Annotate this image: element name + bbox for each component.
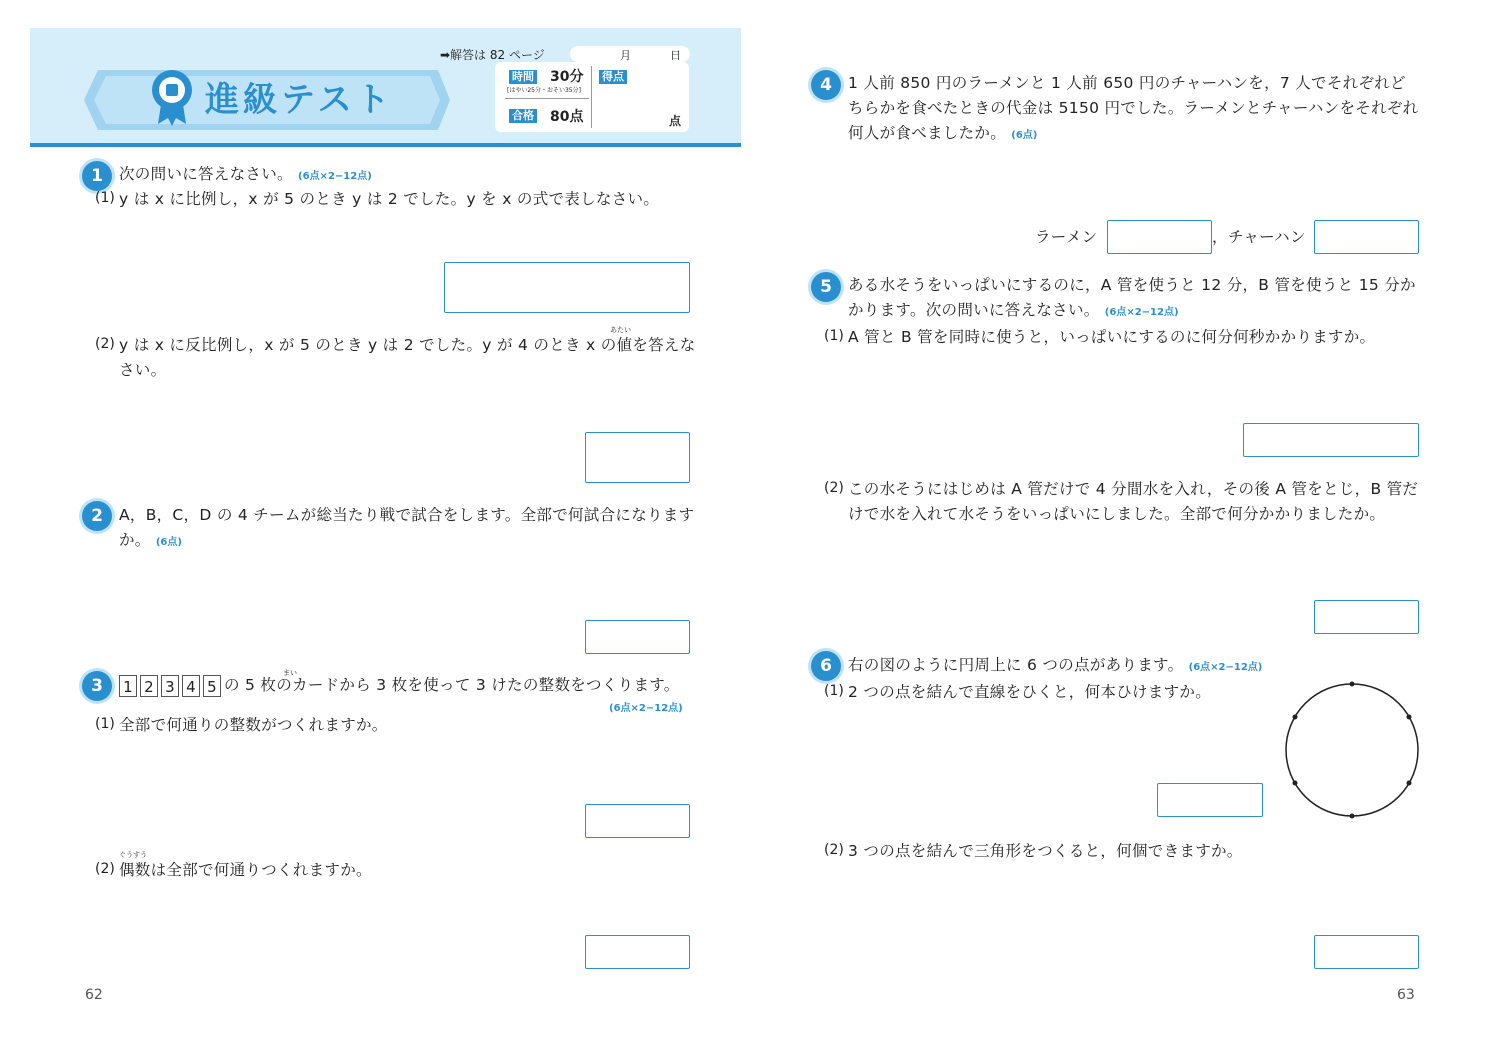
q2-answer-box[interactable] xyxy=(585,620,690,654)
q3-text: 1 2 3 4 5 の 5 枚のカードから 3 枚を使って 3 けたの整数をつくります。 xyxy=(119,673,680,698)
point-lower-right xyxy=(1407,781,1412,786)
card-3: 3 xyxy=(161,675,179,697)
page-number-left: 62 xyxy=(85,987,103,1003)
pass-value: 80点 xyxy=(550,109,584,125)
question-1-badge: 1 xyxy=(82,161,112,191)
q1-1-text: y は x に比例し，x が 5 のとき y は 2 でした。y を x の式で表しなさい。 xyxy=(119,190,660,208)
q6-1-label: (1) xyxy=(824,683,844,699)
chahan-answer-box[interactable] xyxy=(1314,220,1419,254)
q3-2-label: (2) xyxy=(95,861,115,877)
ramen-label: ラーメン xyxy=(1035,228,1098,246)
q1-text: 次の問いに答えなさい。 (6点×2−12点) xyxy=(119,165,372,183)
score-box xyxy=(495,62,689,132)
question-3-badge: 3 xyxy=(82,671,112,701)
q3-1-answer-box[interactable] xyxy=(585,804,690,838)
q1-1-label: (1) xyxy=(95,190,115,206)
chahan-label: チャーハン xyxy=(1228,228,1306,246)
card-2: 2 xyxy=(140,675,158,697)
q3-2-text: 偶数は全部で何通りつくれますか。 xyxy=(119,861,372,879)
q5-1-answer-box[interactable] xyxy=(1243,423,1419,457)
medal-icon xyxy=(150,68,194,126)
q1-1-answer-box[interactable] xyxy=(444,262,690,313)
time-note: [はやい25分・おそい35分] xyxy=(507,87,581,94)
card-1: 1 xyxy=(119,675,137,697)
q3-1-text: 全部で何通りの整数がつくれますか。 xyxy=(119,716,388,734)
q5-text-line1: ある水そうをいっぱいにするのに，A 管を使うと 12 分，B 管を使うと 15 分か xyxy=(848,276,1416,294)
time-value: 30分 xyxy=(550,69,584,85)
q2-text: A，B，C，D の 4 チームが総当たり戦で試合をします。全部で何試合になります xyxy=(119,506,695,524)
q6-1-answer-box[interactable] xyxy=(1157,783,1263,817)
point-bottom xyxy=(1350,814,1355,819)
ruby-guusuu: ぐうすう xyxy=(119,851,147,859)
ruby-atai: あたい xyxy=(610,326,631,334)
page-number-right: 63 xyxy=(1397,987,1415,1003)
q6-2-text: 3 つの点を結んで三角形をつくると，何個できますか。 xyxy=(848,842,1243,860)
day-label: 日 xyxy=(670,49,681,62)
question-5-badge: 5 xyxy=(811,272,841,302)
q5-1-label: (1) xyxy=(824,328,844,344)
q2-text-cont: か。 (6点) xyxy=(119,531,182,549)
point-upper-left xyxy=(1293,715,1298,720)
answer-reference: ➡解答は 82 ページ xyxy=(440,48,545,62)
ruby-mai: まい xyxy=(283,669,297,677)
page-title: 進級テスト xyxy=(205,80,394,120)
q1-2-text: y は x に反比例し，x が 5 のとき y は 2 でした。y が 4 のとき x の値を答えな xyxy=(119,336,696,354)
q4-text-line3: 何人が食べましたか。 (6点) xyxy=(848,124,1038,142)
q6-text: 右の図のように円周上に 6 つの点があります。 (6点×2−12点) xyxy=(848,656,1263,674)
q1-2-answer-box[interactable] xyxy=(585,432,690,483)
point-top xyxy=(1350,682,1355,687)
q5-2-answer-box[interactable] xyxy=(1314,600,1419,634)
q6-2-label: (2) xyxy=(824,842,844,858)
q1-2-label: (2) xyxy=(95,336,115,352)
ramen-answer-box[interactable] xyxy=(1107,220,1212,254)
q5-2-text-cont: けで水を入れて水そうをいっぱいにしました。全部で何分かかりましたか。 xyxy=(848,505,1386,523)
q3-points: (6点×2−12点) xyxy=(609,703,683,714)
q5-text-line2: かります。次の問いに答えなさい。 (6点×2−12点) xyxy=(848,301,1179,319)
date-field[interactable] xyxy=(570,46,690,62)
month-label: 月 xyxy=(620,49,631,62)
score-tag: 得点 xyxy=(599,70,627,84)
card-4: 4 xyxy=(182,675,200,697)
q5-2-label: (2) xyxy=(824,480,844,496)
q4-text-line1: 1 人前 850 円のラーメンと 1 人前 650 円のチャーハンを，7 人でそれぞれど xyxy=(848,74,1406,92)
question-6-badge: 6 xyxy=(811,651,841,681)
q1-2-text-cont: さい。 xyxy=(119,361,167,379)
question-2-badge: 2 xyxy=(82,501,112,531)
q3-1-label: (1) xyxy=(95,716,115,732)
time-tag: 時間 xyxy=(509,70,537,84)
point-lower-left xyxy=(1293,781,1298,786)
circle-six-points-figure xyxy=(1280,680,1424,824)
pass-tag: 合格 xyxy=(509,109,537,123)
q5-2-text: この水そうにはじめは A 管だけで 4 分間水を入れ，その後 A 管をとじ，B 管だ xyxy=(848,480,1419,498)
q5-1-text: A 管と B 管を同時に使うと，いっぱいにするのに何分何秒かかりますか。 xyxy=(848,328,1376,346)
point-upper-right xyxy=(1407,715,1412,720)
score-unit: 点 xyxy=(669,114,682,128)
answer-separator: ， xyxy=(1212,228,1228,246)
question-4-badge: 4 xyxy=(811,70,841,100)
q6-2-answer-box[interactable] xyxy=(1314,935,1419,969)
q4-text-line2: ちらかを食べたときの代金は 5150 円でした。ラーメンとチャーハンをそれぞれ xyxy=(848,99,1419,117)
card-5: 5 xyxy=(203,675,221,697)
q6-1-text: 2 つの点を結んで直線をひくと，何本ひけますか。 xyxy=(848,683,1211,701)
q3-2-answer-box[interactable] xyxy=(585,935,690,969)
header-underline xyxy=(30,143,741,147)
